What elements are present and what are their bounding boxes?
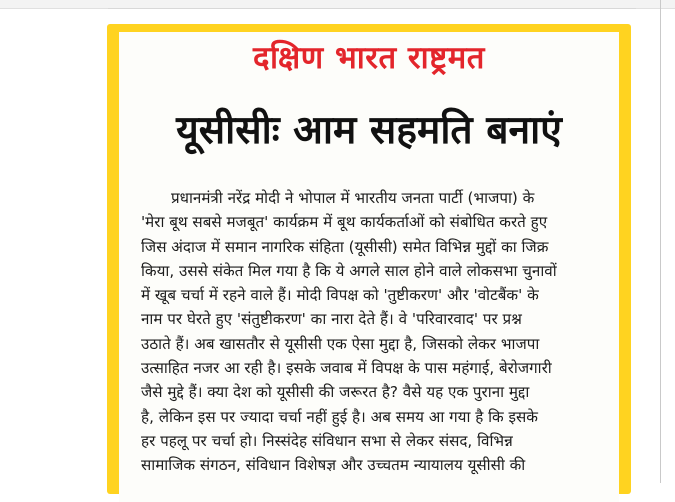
editorial-headline: यूसीसीः आम सहमति बनाएं	[176, 108, 562, 153]
column-divider-top	[108, 8, 636, 9]
article-body	[141, 186, 611, 478]
newspaper-name: दक्षिण भारत राष्ट्रमत	[253, 40, 485, 76]
body-line: में खूब चर्चा में रहने वाले हैं। मोदी विपक्ष को 'तुष्टीकरण' और 'वोटबैंक' के	[141, 286, 539, 305]
editorial-article	[107, 24, 631, 494]
body-line: उठाते हैं। अब खासतौर से यूसीसी एक ऐसा मुद्दा है, जिसको लेकर भाजपा	[141, 334, 540, 353]
body-line: 'मेरा बूथ सबसे मजबूत' कार्यक्रम में बूथ कार्यकर्ताओं को संबोधित करते हुए	[141, 213, 548, 232]
column-divider-right	[660, 0, 661, 483]
body-line: जैसे मुद्दे हैं। क्या देश को यूसीसी की जरूरत है? वैसे यह एक पुराना मुद्दा	[141, 383, 530, 402]
body-line: प्रधानमंत्री नरेंद्र मोदी ने भोपाल में भारतीय जनता पार्टी (भाजपा) के	[171, 189, 535, 207]
body-line: है, लेकिन इस पर ज्यादा चर्चा नहीं हुई है। अब समय आ गया है कि इसके	[141, 407, 538, 426]
body-line: हर पहलू पर चर्चा हो। निस्संदेह संविधान सभा से लेकर संसद, विभिन्न	[141, 431, 513, 450]
body-line: सामाजिक संगठन, संविधान विशेषज्ञ और उच्चतम न्यायालय यूसीसी की	[141, 456, 526, 475]
body-line: जिस अंदाज में समान नागरिक संहिता (यूसीसी) समेत विभिन्न मुद्दों का जिक्र	[141, 237, 549, 256]
body-line: किया, उससे संकेत मिल गया है कि ये अगले साल होने वाले लोकसभा चुनावों	[141, 261, 557, 280]
page-margin	[0, 0, 92, 483]
body-line: उत्साहित नजर आ रही है। इसके जवाब में विपक्ष के पास महंगाई, बेरोजगारी	[141, 359, 552, 378]
article-content	[119, 32, 619, 502]
body-line: नाम पर घेरते हुए 'संतुष्टीकरण' का नारा देते हैं। वे 'परिवारवाद' पर प्रश्न	[141, 310, 522, 329]
